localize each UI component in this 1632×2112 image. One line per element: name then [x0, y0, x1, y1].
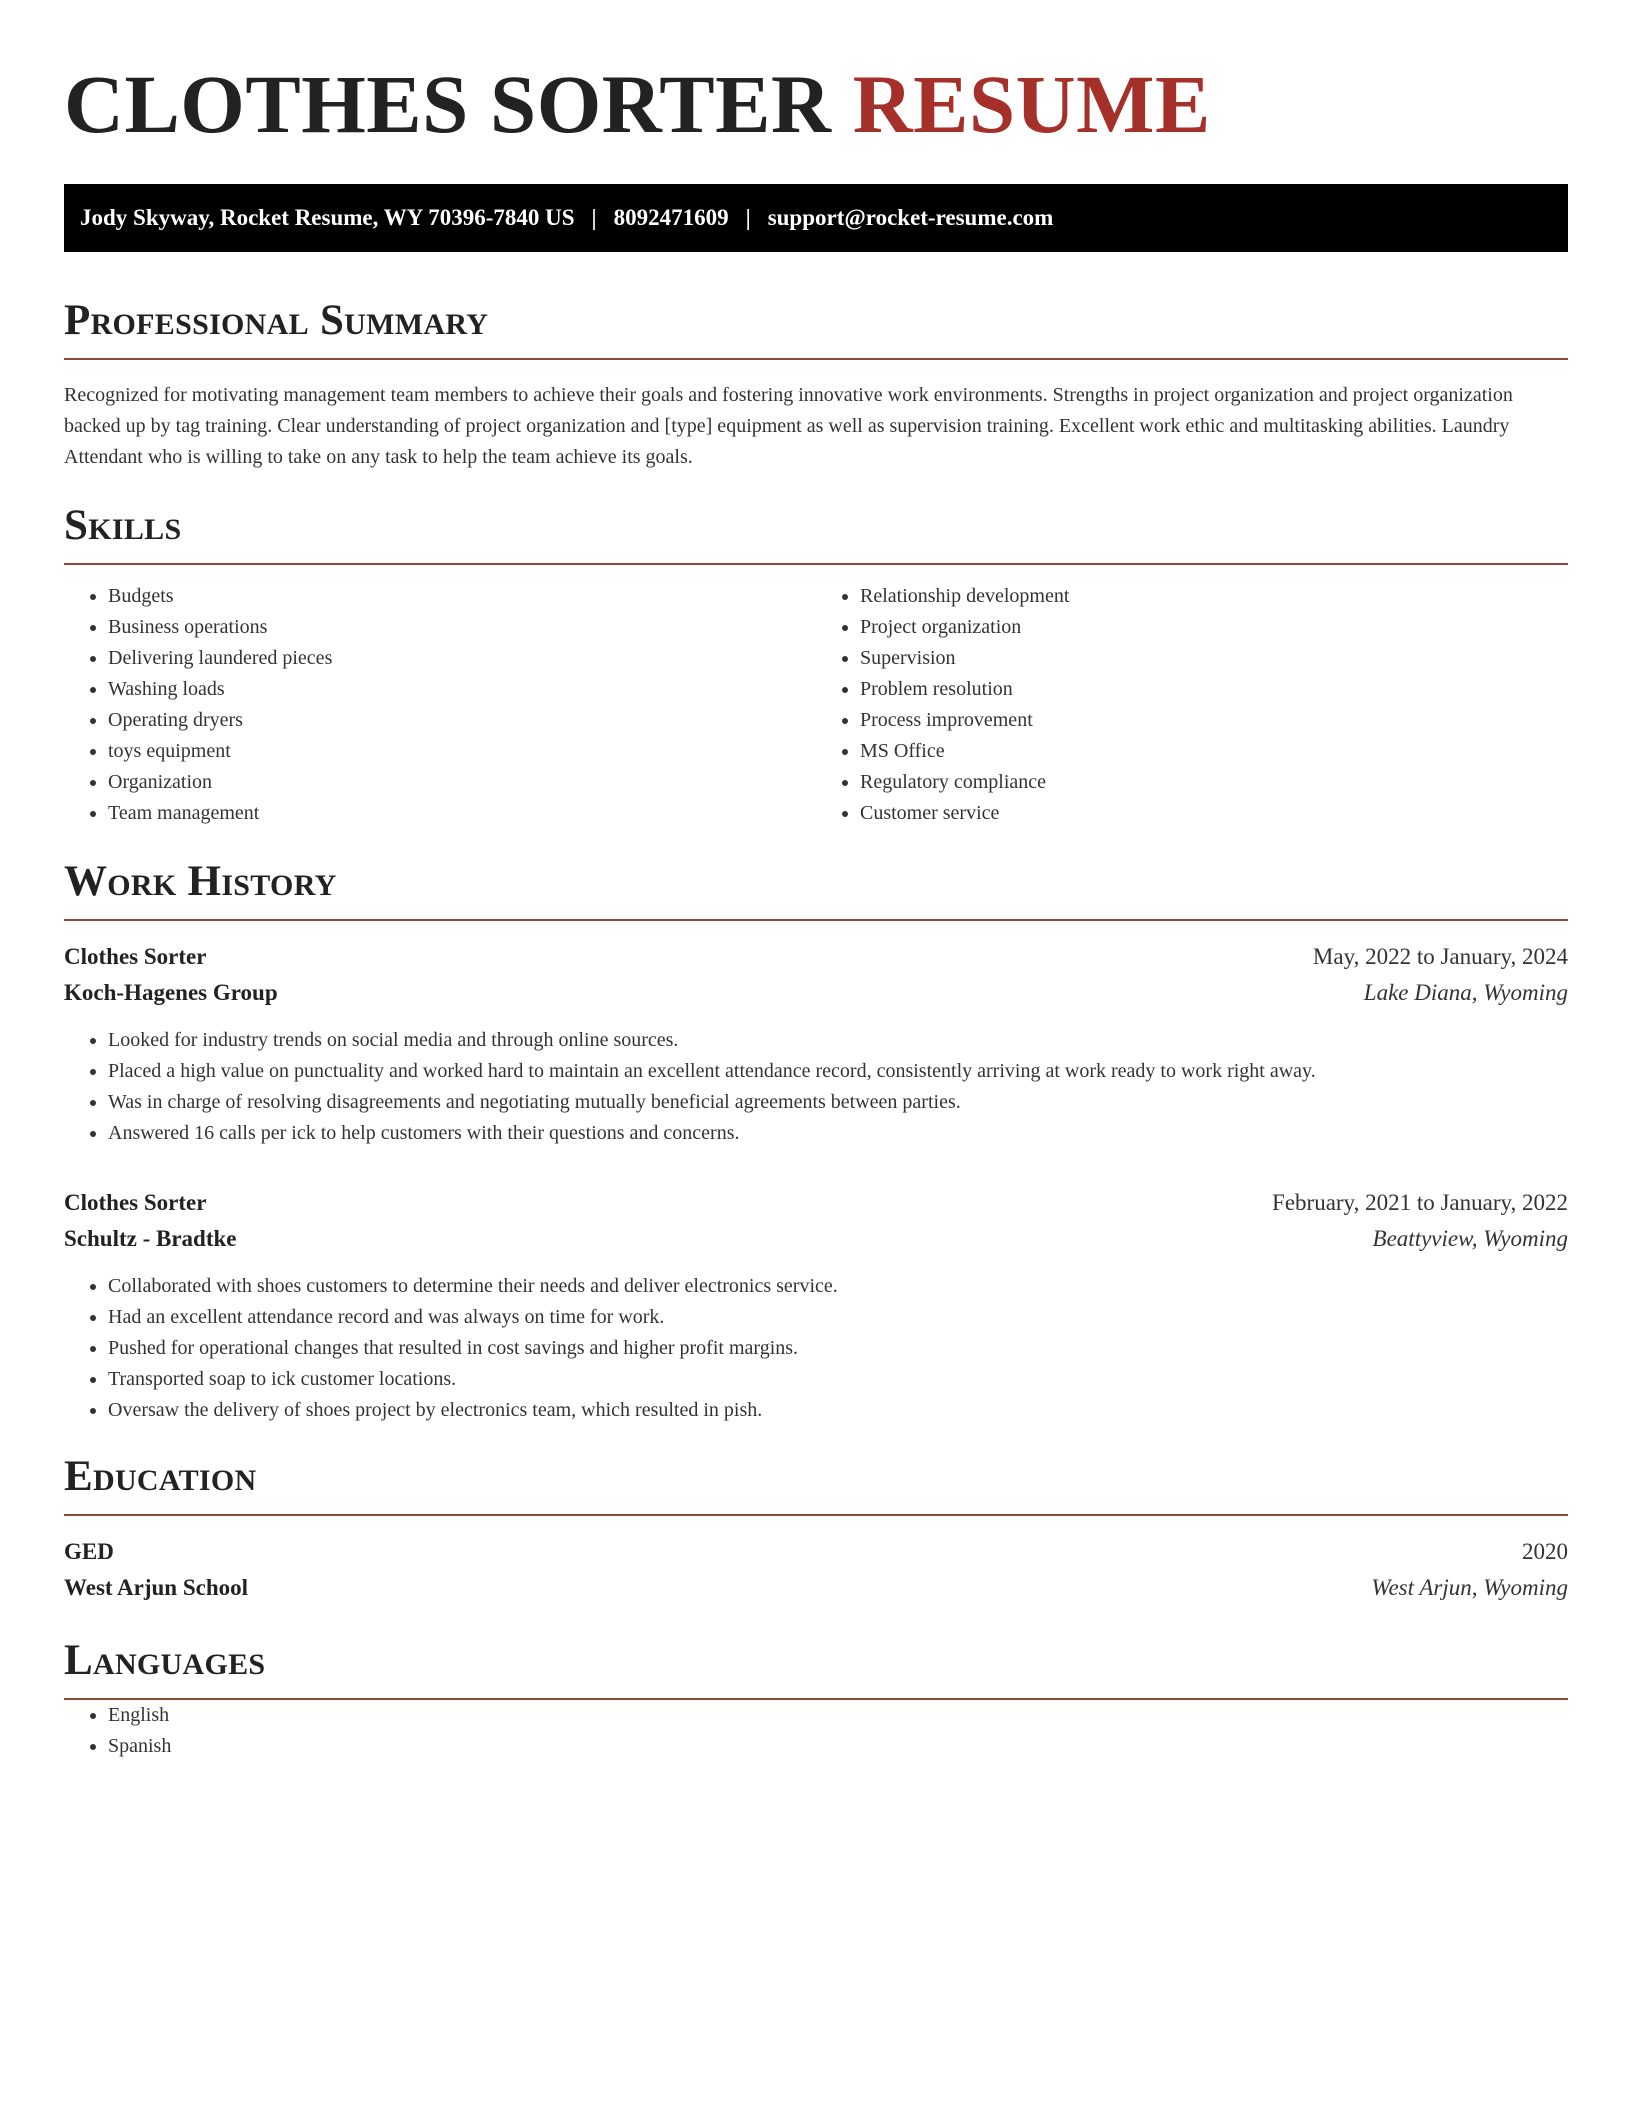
skill-item: • Washing loads: [108, 674, 816, 705]
job-duty: • Had an excellent attendance record and was always on time for work.: [108, 1302, 1568, 1333]
job-location: Beattyview, Wyoming: [1372, 1226, 1568, 1251]
education-location: West Arjun, Wyoming: [1371, 1575, 1568, 1600]
job-dates: May, 2022 to January, 2024: [1312, 944, 1568, 969]
job-title: Clothes Sorter: [64, 1190, 207, 1215]
education-school: West Arjun School: [64, 1575, 249, 1600]
skill-item: • Business operations: [108, 612, 816, 643]
job-company: Koch-Hagenes Group: [64, 980, 278, 1005]
education-year: 2020: [1522, 1539, 1568, 1564]
job-header-row: [64, 1185, 1568, 1221]
title-main: CLOTHES SORTER: [64, 58, 832, 150]
education-degree-row: [64, 1534, 1568, 1570]
contact-email: support@rocket-resume.com: [767, 205, 1054, 230]
education-entry: [64, 1534, 1568, 1606]
language-item: • English: [108, 1700, 1568, 1731]
job-duty: • Collaborated with shoes customers to determine their needs and deliver electronics service.: [108, 1271, 1568, 1302]
job-company-row: [64, 975, 1568, 1011]
skill-item: • Supervision: [860, 643, 1568, 674]
education-heading: Education: [64, 1452, 1568, 1516]
job-duty: • Transported soap to ick customer locations.: [108, 1364, 1568, 1395]
skill-item: • Problem resolution: [860, 674, 1568, 705]
job-duty: • Answered 16 calls per ick to help customers with their questions and concerns.: [108, 1118, 1568, 1149]
job-company: Schultz - Bradtke: [64, 1226, 237, 1251]
summary-heading: Professional Summary: [64, 296, 1568, 360]
skill-item: • Operating dryers: [108, 705, 816, 736]
summary-text: Recognized for motivating management team members to achieve their goals and fostering innovative work environments. Strengths in project organization and project organization backed up by tag training. Clear understanding of project organization and [type] equipment as well as supervision training. Excellent work ethic and multitasking abilities. Laundry Attendant who is willing to take on any task to help the team achieve its goals.: [64, 384, 1513, 468]
skill-item: • MS Office: [860, 736, 1568, 767]
contact-bar: [64, 184, 1568, 252]
job-duty: • Placed a high value on punctuality and worked hard to maintain an excellent attendance record, consistently arriving at work ready to work right away.: [108, 1056, 1568, 1087]
skills-list: [64, 581, 1568, 829]
education-school-row: [64, 1570, 1568, 1606]
job-duty: • Pushed for operational changes that resulted in cost savings and higher profit margins.: [108, 1333, 1568, 1364]
skill-item: • Team management: [108, 798, 816, 829]
job-duty: • Oversaw the delivery of shoes project by electronics team, which resulted in pish.: [108, 1395, 1568, 1426]
resume-title: [64, 0, 1568, 150]
skills-heading: Skills: [64, 501, 1568, 565]
work-history-heading: Work History: [64, 857, 1568, 921]
skill-item: • Project organization: [860, 612, 1568, 643]
language-item: • Spanish: [108, 1731, 1568, 1762]
education-degree: GED: [64, 1539, 114, 1564]
languages-heading: Languages: [64, 1636, 1568, 1700]
skill-item: • Regulatory compliance: [860, 767, 1568, 798]
job-duty: • Was in charge of resolving disagreements and negotiating mutually beneficial agreements between parties.: [108, 1087, 1568, 1118]
contact-separator: |: [591, 205, 597, 230]
skill-item: • Budgets: [108, 581, 816, 612]
job-title: Clothes Sorter: [64, 944, 207, 969]
skill-item: • toys equipment: [108, 736, 816, 767]
job-company-row: [64, 1221, 1568, 1257]
skill-item: • Customer service: [860, 798, 1568, 829]
job-entry: [64, 1185, 1568, 1426]
skills-column-right: [816, 581, 1568, 829]
contact-separator: |: [745, 205, 751, 230]
skill-item: • Relationship development: [860, 581, 1568, 612]
job-dates: February, 2021 to January, 2022: [1272, 1190, 1568, 1215]
job-duties: [64, 1271, 1568, 1426]
contact-address: Jody Skyway, Rocket Resume, WY 70396-7840 US: [80, 205, 575, 230]
skill-item: • Delivering laundered pieces: [108, 643, 816, 674]
languages-list: [64, 1700, 1568, 1762]
skill-item: • Organization: [108, 767, 816, 798]
job-entry: [64, 939, 1568, 1149]
title-accent: RESUME: [852, 58, 1211, 150]
job-location: Lake Diana, Wyoming: [1363, 980, 1568, 1005]
skills-column-left: [64, 581, 816, 829]
job-header-row: [64, 939, 1568, 975]
contact-phone: 8092471609: [613, 205, 729, 230]
job-duties: [64, 1025, 1568, 1149]
job-duty: • Looked for industry trends on social media and through online sources.: [108, 1025, 1568, 1056]
skill-item: • Process improvement: [860, 705, 1568, 736]
